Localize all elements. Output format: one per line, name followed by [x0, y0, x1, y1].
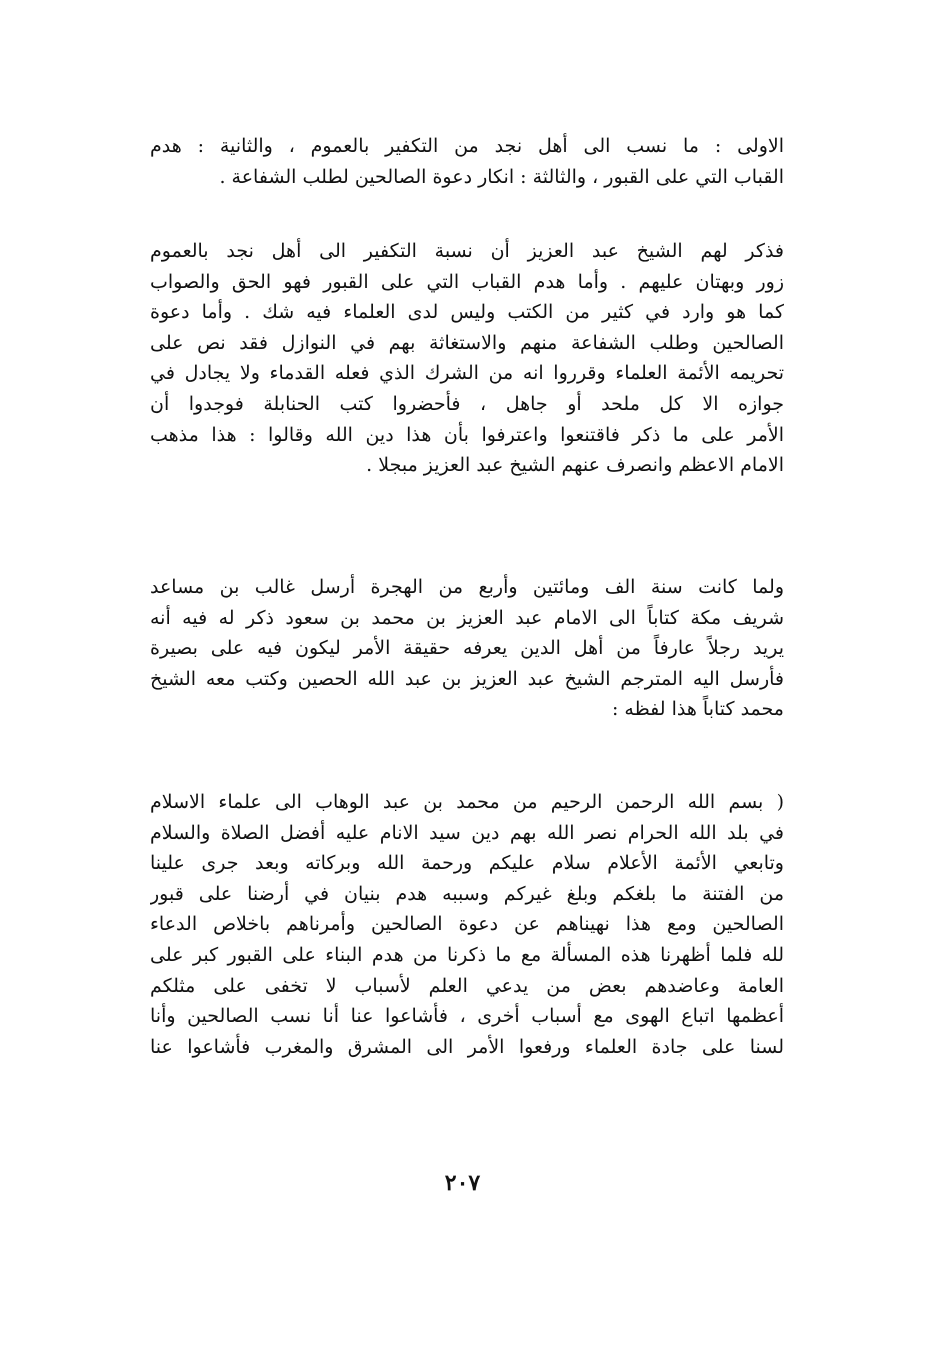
text-line: الاولى : ما نسب الى أهل نجد من التكفير بالعموم ، والثانية : هدم — [150, 135, 784, 157]
paragraph-3 — [150, 572, 784, 725]
text-line: فذكر لهم الشيخ عبد العزيز أن نسبة التكفير الى أهل نجد بالعموم — [150, 240, 784, 262]
text-line: ( بسم الله الرحمن الرحيم من محمد بن عبد الوهاب الى علماء الاسلام — [150, 791, 784, 813]
text-line: زور وبهتان عليهم . وأما هدم القباب التي على القبور فهو الحق والصواب — [150, 270, 784, 293]
text-line: الصالحين ومع هذا نهيناهم عن دعوة الصالحين وأمرناهم باخلاص الدعاء — [150, 913, 784, 936]
text-line: لسنا على جادة العلماء ورفعوا الأمر الى المشرق والمغرب فأشاعوا عنا — [150, 1035, 784, 1058]
text-line: شريف مكة كتاباً الى الامام عبد العزيز بن محمد بن سعود ذكر له فيه أنه — [150, 606, 784, 629]
text-line: محمد كتاباً هذا لفظه : — [611, 698, 784, 721]
text-line: ولما كانت سنة الف ومائتين وأربع من الهجرة أرسل غالب بن مساعد — [150, 576, 784, 598]
text-line: من الفتنة ما بلغكم وبلغ غيركم وسببه هدم بنيان في أرضنا على قبور — [150, 882, 784, 905]
text-line: تحريمه الأئمة العلماء وقرروا انه من الشرك الذي فعله القدماء ولا يجادل في — [150, 362, 784, 385]
paragraph-1 — [150, 131, 784, 192]
page-number: ٢٠٧ — [444, 1170, 481, 1196]
text-line: لله فلما أظهرنا هذه المسألة مع ما ذكرنا من هدم البناء على القبور كبر على — [150, 943, 784, 966]
text-line: القباب التي على القبور ، والثالثة : انكار دعوة الصالحين لطلب الشفاعة . — [219, 165, 784, 188]
paragraph-4 — [150, 787, 784, 1062]
text-line: وتابعي الأئمة الأعلام سلام عليكم ورحمة الله وبركاته وبعد جرى علينا — [150, 852, 784, 875]
text-line: الامام الاعظم وانصرف عنهم الشيخ عبد العزيز مبجلا . — [366, 454, 784, 477]
text-line: جوازه الا كل ملحد أو جاهل ، فأحضروا كتب الحنابلة فوجدوا أن — [150, 392, 784, 415]
text-line: يريد رجلاً عارفاً من أهل الدين يعرفه حقيقة الأمر ليكون فيه على بصيرة — [150, 637, 784, 660]
text-line: فأرسل اليه المترجم الشيخ عبد العزيز بن عبد الله الحصين وكتب معه الشيخ — [150, 667, 784, 690]
text-line: الصالحين وطلب الشفاعة منهم والاستغاثة بهم في النوازل فقد نص على — [150, 331, 784, 354]
text-line: العامة وعاضدهم بعض من يدعي العلم لأسباب لا تخفى على مثلكم — [150, 974, 784, 997]
text-line: أعظمها اتباع الهوى مع أسباب أخرى ، فأشاعوا عنا أنا نسب الصالحين وأنا — [150, 1005, 784, 1028]
paragraph-2 — [150, 236, 784, 481]
text-line: كما هو وارد في كثير من الكتب وليس لدى العلماء فيه شك . وأما دعوة — [150, 301, 784, 324]
text-line: في بلد الله الحرام نصر الله بهم دين سيد الانام عليه أفضل الصلاة والسلام — [150, 821, 784, 844]
text-line: الأمر على ما ذكر فاقتنعوا واعترفوا بأن هذا دين الله وقالوا : هذا مذهب — [150, 423, 784, 446]
